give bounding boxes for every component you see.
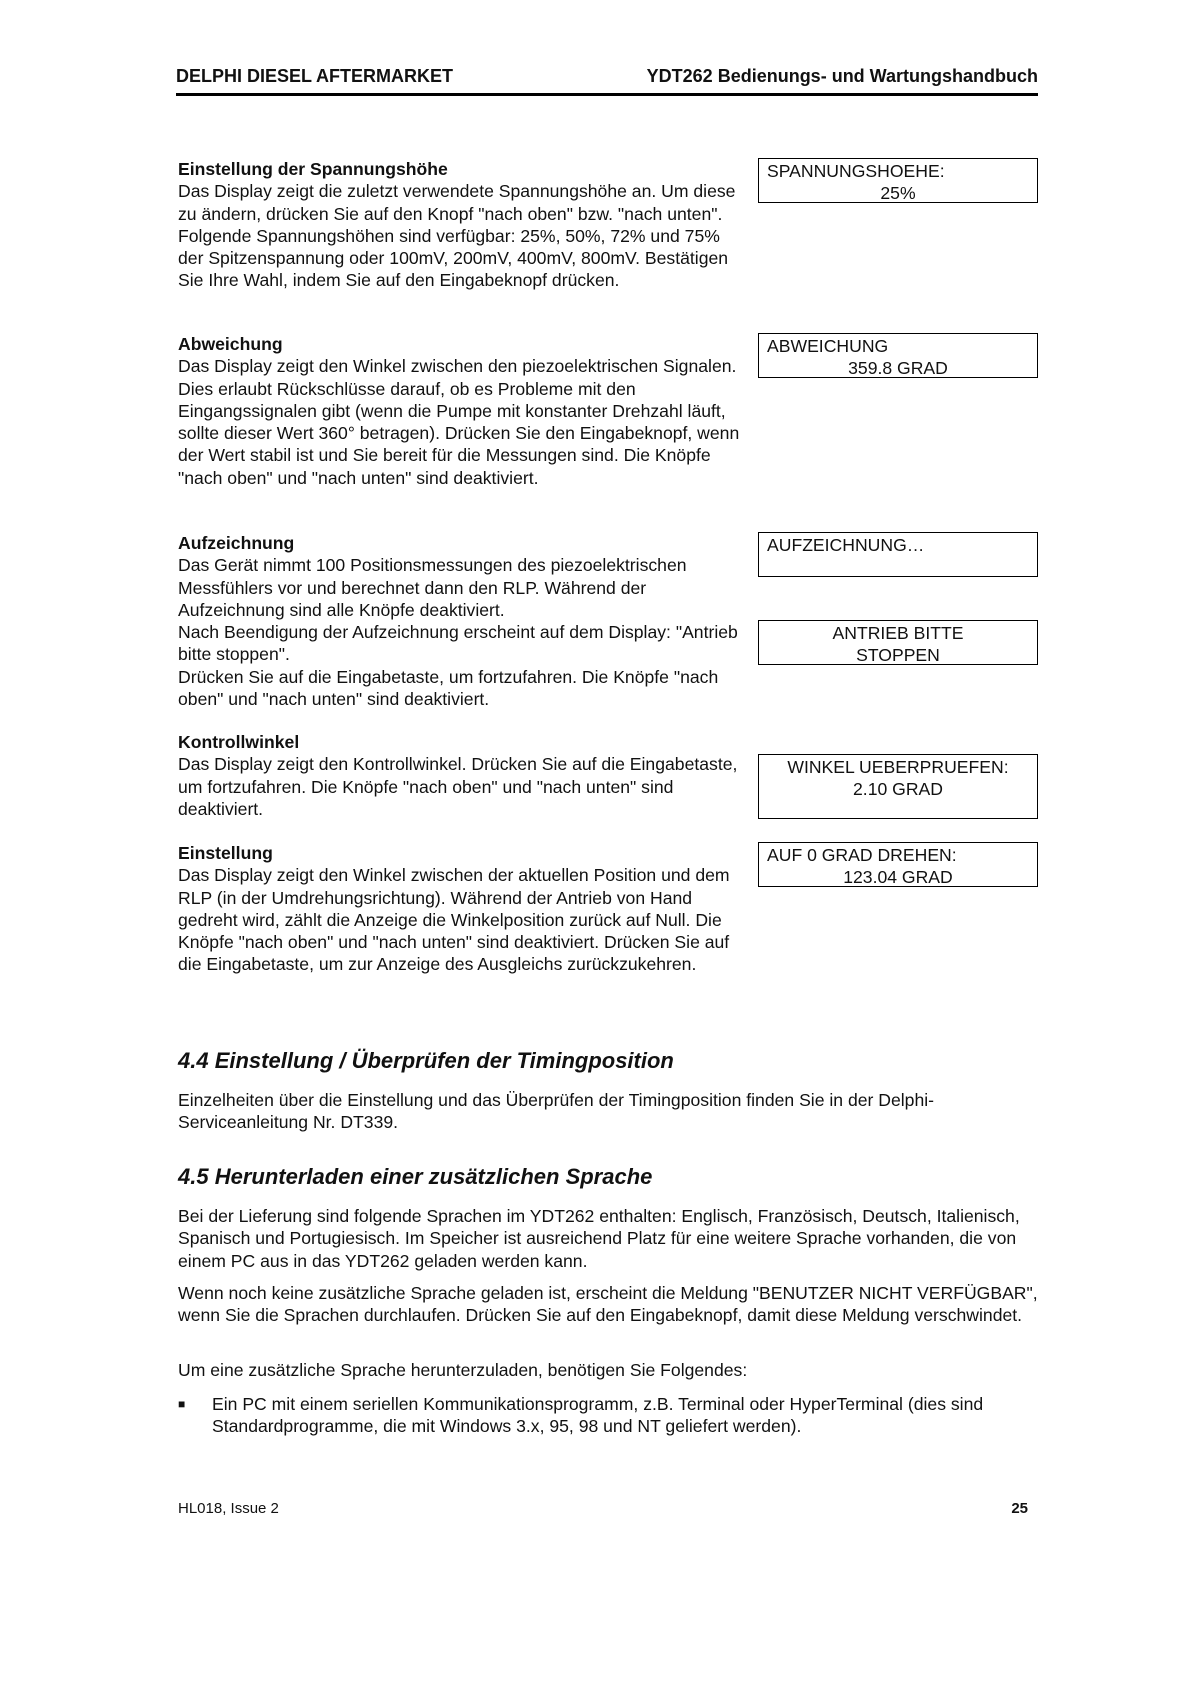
page-header (176, 66, 1038, 96)
bullet-square-icon: ■ (178, 1397, 186, 1411)
display-line2: STOPPEN (856, 645, 940, 666)
bullet-text: Ein PC mit einem seriellen Kommunikationsprogramm, z.B. Terminal oder HyperTerminal (dies sind Standardprogramme, die mit Windows 3.x, 95, 98 und NT geliefert werden). (212, 1394, 984, 1437)
display-line1: AUF 0 GRAD DREHEN: (767, 845, 957, 865)
display-line1: ABWEICHUNG (767, 336, 889, 356)
section-title: Abweichung (178, 334, 283, 354)
display-box-auf-0-grad (758, 842, 1038, 887)
paragraph-4-5-1: Bei der Lieferung sind folgende Sprachen im YDT262 enthalten: Englisch, Französisch, Deutsch, Italienisch, Spanisch und Portugiesisch. Im Speicher ist ausreichend Platz für eine weitere Sprache vorhanden, die von einem PC aus in das YDT262 geladen werden kann. (178, 1206, 1020, 1271)
display-line2: 123.04 GRAD (843, 867, 953, 888)
display-box-aufzeichnung (758, 532, 1038, 577)
paragraph-4-5-3: Um eine zusätzliche Sprache herunterzuladen, benötigen Sie Folgendes: (178, 1360, 748, 1380)
display-line1: AUFZEICHNUNG… (767, 535, 925, 555)
section-title: Einstellung der Spannungshöhe (178, 159, 448, 179)
section-title: Einstellung (178, 843, 273, 863)
display-box-abweichung (758, 333, 1038, 378)
display-line1: WINKEL UEBERPRUEFEN: (787, 757, 1009, 777)
section-title: Aufzeichnung (178, 533, 295, 553)
heading-4-4: 4.4 Einstellung / Überprüfen der Timingposition (178, 1048, 674, 1073)
display-box-winkel-ueberpruefen (758, 754, 1038, 819)
display-line2: 359.8 GRAD (848, 358, 948, 379)
display-line1: ANTRIEB BITTE (832, 623, 964, 643)
section-einstellung (178, 842, 750, 976)
bullet-item (178, 1393, 1040, 1438)
section-body: Das Display zeigt den Winkel zwischen der aktuellen Position und dem RLP (in der Umdrehungsrichtung). Während der Antrieb von Hand gedreht wird, zählt die Anzeige die Winkelposition zurück auf Null. Die Knöpfe "nach oben" und "nach unten" sind deaktiviert. Drücken Sie auf die Eingabetaste, um zur Anzeige des Ausgleichs zurückzukehren. (178, 865, 730, 975)
page-footer (178, 1500, 1028, 1517)
display-line2: 2.10 GRAD (853, 779, 943, 800)
section-body: Das Display zeigt die zuletzt verwendete Spannungshöhe an. Um diese zu ändern, drücken Sie auf den Knopf "nach oben" bzw. "nach unten". Folgende Spannungshöhen sind verfügbar: 25%, 50%, 72% und 75% der Spitzenspannung oder 100mV, 200mV, 400mV, 800mV. Bestätigen Sie Ihre Wahl, indem Sie auf den Eingabeknopf drücken. (178, 181, 736, 291)
display-box-spannungshoehe (758, 158, 1038, 203)
section-spannungshoehe (178, 158, 750, 292)
paragraph-4-4: Einzelheiten über die Einstellung und das Überprüfen der Timingposition finden Sie in der Delphi-Serviceanleitung Nr. DT339. (178, 1090, 935, 1133)
heading-4-5: 4.5 Herunterladen einer zusätzlichen Sprache (178, 1164, 653, 1189)
section-aufzeichnung (178, 532, 750, 710)
section-body: Das Display zeigt den Kontrollwinkel. Drücken Sie auf die Eingabetaste, um fortzufahren. Die Knöpfe "nach oben" und "nach unten" sind deaktiviert. (178, 754, 738, 819)
footer-doc-id: HL018, Issue 2 (178, 1500, 279, 1517)
section-kontrollwinkel (178, 731, 750, 820)
display-line2: 25% (880, 183, 916, 204)
section-body-3: Drücken Sie auf die Eingabetaste, um fortzufahren. Die Knöpfe "nach oben" und "nach unten" sind deaktiviert. (178, 666, 719, 710)
section-body-2: Nach Beendigung der Aufzeichnung erscheint auf dem Display: "Antrieb bitte stoppen". (178, 622, 738, 665)
header-left: DELPHI DIESEL AFTERMARKET (176, 66, 454, 86)
section-abweichung (178, 333, 750, 489)
section-body: Das Gerät nimmt 100 Positionsmessungen des piezoelektrischen Messfühlers vor und berechnet dann den RLP. Während der Aufzeichnung sind alle Knöpfe deaktiviert. (178, 555, 687, 620)
display-line1: SPANNUNGSHOEHE: (767, 161, 945, 181)
section-title: Kontrollwinkel (178, 732, 300, 752)
page-number: 25 (1011, 1500, 1028, 1517)
section-body: Das Display zeigt den Winkel zwischen den piezoelektrischen Signalen. Dies erlaubt Rückschlüsse darauf, ob es Probleme mit den Eingangssignalen gibt (wenn die Pumpe mit konstanter Drehzahl läuft, sollte dieser Wert 360° betragen). Drücken Sie den Eingabeknopf, wenn der Wert stabil ist und Sie bereit für die Messungen sind. Die Knöpfe "nach oben" und "nach unten" sind deaktiviert. (178, 356, 740, 488)
header-right: YDT262 Bedienungs- und Wartungshandbuch (646, 66, 1038, 86)
paragraph-4-5-2: Wenn noch keine zusätzliche Sprache geladen ist, erscheint die Meldung "BENUTZER NICHT VERFÜGBAR", wenn Sie die Sprachen durchlaufen. Drücken Sie auf den Eingabeknopf, damit diese Meldung verschwindet. (178, 1283, 1038, 1326)
display-box-antrieb-stoppen (758, 620, 1038, 665)
